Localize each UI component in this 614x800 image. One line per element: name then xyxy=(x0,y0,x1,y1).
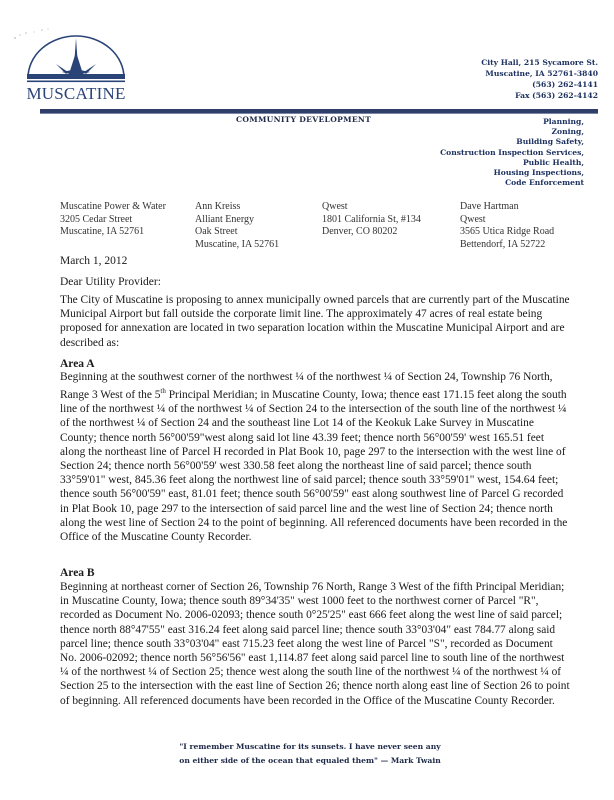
area-a-heading: Area A xyxy=(60,358,95,370)
services-list xyxy=(440,117,584,188)
department-title: COMMUNITY DEVELOPMENT xyxy=(236,115,372,124)
sunrise-logo-icon xyxy=(24,34,128,86)
area-b-heading: Area B xyxy=(60,567,95,579)
service-item: Planning, xyxy=(543,117,584,126)
recipient-line: 3565 Utica Ridge Road xyxy=(460,226,555,238)
recipient-address xyxy=(60,201,166,239)
recipient-line: 3205 Cedar Street xyxy=(60,213,133,225)
contact-address: City Hall, 215 Sycamore St. xyxy=(481,58,598,67)
recipient-line: Qwest xyxy=(460,213,486,225)
contact-city: Muscatine, IA 52761-3840 xyxy=(485,69,598,78)
service-item: Housing Inspections, xyxy=(493,168,584,178)
recipient-line: 1801 California St, #134 xyxy=(322,213,421,225)
contact-block xyxy=(481,57,598,101)
recipient-line: Oak Street xyxy=(195,226,238,238)
recipient-line: Ann Kreiss xyxy=(195,201,241,212)
quote-line: on either side of the ocean that equaled them" — Mark Twain xyxy=(179,755,441,765)
quote-line: "I remember Muscatine for its sunsets. I have never seen any xyxy=(179,742,441,751)
area-a-text-2: Principal Meridian; in Muscatine County, Iowa; thence east 171.15 feet along the south line of the northwest ¼ of the northwest ¼ of Section 24 to the intersection of the south line of the northwest ¼ of the northwest ¼ of Section 24 and the southeast line Lot 14 of the Keokuk Lake Survey in Muscatine County; thence north 56°00'59"west along said lot line 43.39 feet; thence north 56°00'59' west 165.51 feet along the northeast line of Parcel H recorded in Plat Book 10, page 297 to the intersection with the west line of Section 24; thence north 56°00'59' west 330.58 feet along the northeast line of said parcel; thence south 33°59'01" west, 845.36 feet along the northwest line of said parcel; thence south 33°59'01" west, 154.64 feet; thence south 56°00'59" east, 81.01 feet; thence south 56°00'59" east along southwest line of Parcel G recorded in Plat Book 10, page 297 to the intersection of said parcel line and the west line of Section 24; thence north along the west line of Section 24 to the point of beginning. All referenced documents have been recorded in the Office of the Muscatine County Recorder. xyxy=(60,389,568,544)
recipient-line: Qwest xyxy=(322,201,348,212)
ordinal-suffix: th xyxy=(160,387,166,396)
area-a-description xyxy=(60,370,570,544)
service-item: Building Safety, xyxy=(516,137,584,147)
area-a-text-1: Beginning at the southwest corner of the northwest ¼ of the northwest ¼ of Section 24, Township 76 North, Range 3 West of the 5 xyxy=(60,371,553,401)
service-item: Public Health, xyxy=(522,157,584,167)
recipient-line: Dave Hartman xyxy=(460,201,519,212)
area-b-description: Beginning at northeast corner of Section 26, Township 76 North, Range 3 West of the fifth Principal Meridian; in Muscatine County, Iowa; thence south 89°34'35" west 1000 feet to the northwest corner of Parcel "R", recorded as Document No. 2006-02093; thence south 0°25'25" east 666 feet along the west line of said parcel; thence north 88°47'55" east 316.24 feet along said parcel line; thence south 33°03'04" east 784.77 along said parcel line; thence south 33°03'04" east 715.23 feet along the west line of Parcel "S", recorded as Document No. 2006-02092; thence north 56°56'56" east 1,114.87 feet along said parcel line to south line of the northwest ¼ of the northwest ¼ of Section 25; thence west along the south line of the northwest ¼ of the northwest ¼ of Section 25 to the intersection with the east line of Section 26; thence north along east line of Section 26 to point of beginning. All referenced documents have been recorded in the Office of the Muscatine County Recorder. xyxy=(60,581,570,707)
service-item: Zoning, xyxy=(551,127,584,137)
recipient-line: Muscatine, IA 52761 xyxy=(60,226,145,238)
letterhead-divider xyxy=(40,109,598,114)
recipient-address xyxy=(460,201,554,251)
recipient-address xyxy=(322,201,421,239)
logo-wordmark: MUSCATINE xyxy=(26,84,126,103)
letter-date: March 1, 2012 xyxy=(60,255,128,267)
recipient-line: Alliant Energy xyxy=(195,213,254,225)
contact-phone: (563) 262-4141 xyxy=(532,80,598,89)
service-item: Construction Inspection Services, xyxy=(440,147,584,157)
contact-fax: Fax (563) 262-4142 xyxy=(515,91,598,100)
footer-quote xyxy=(140,740,480,767)
recipient-line: Bettendorf, IA 52722 xyxy=(460,238,546,250)
city-logo xyxy=(24,34,128,104)
recipient-line: Muscatine, IA 52761 xyxy=(195,238,280,250)
intro-paragraph: The City of Muscatine is proposing to annex municipally owned parcels that are currently part of the Muscatine Municipal Airport but fall outside the corporate limit line. The approximately 47 acres of real estate being proposed for annexation are located in two separation location within the Muscatine Municipal Airport and are described as: xyxy=(60,294,570,349)
recipient-address xyxy=(195,201,279,251)
salutation: Dear Utility Provider: xyxy=(60,276,161,288)
recipient-line: Denver, CO 80202 xyxy=(322,226,398,238)
recipient-line: Muscatine Power & Water xyxy=(60,201,166,212)
service-item: Code Enforcement xyxy=(505,178,584,188)
